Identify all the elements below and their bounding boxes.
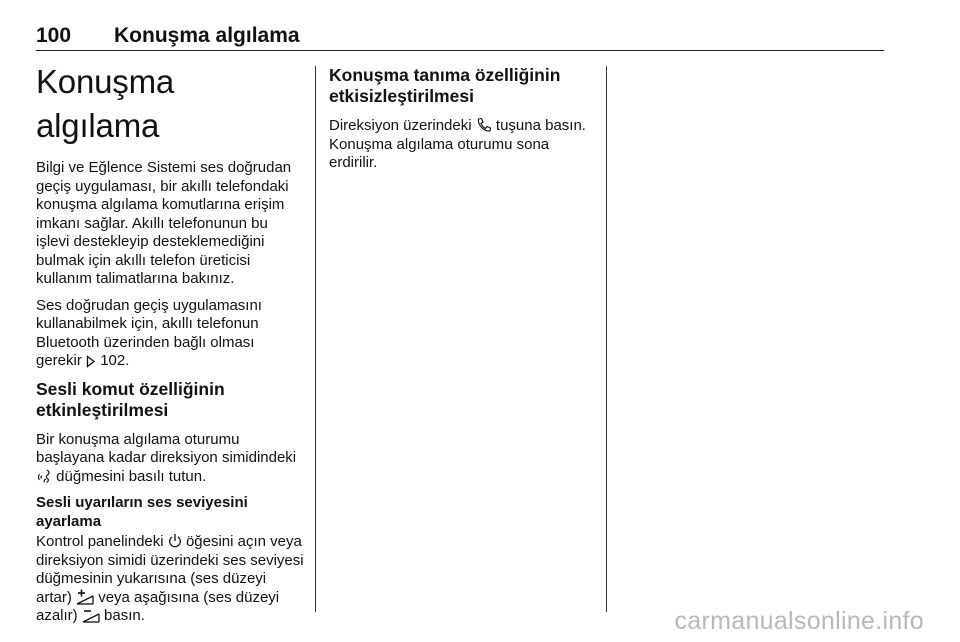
page-header [36,24,884,51]
header-title: Konuşma algılama [114,24,300,47]
deactivate-text: Direksiyon üzerindeki [329,117,472,134]
section-heading-deactivate: Konuşma tanıma özelliğinin etkisizleştirilmesi [329,65,561,106]
activate-text-end: düğmesini basılı tutun. [56,467,207,485]
volume-paragraph [36,533,304,626]
subsection-heading-volume: Sesli uyarıların ses seviyesini ayarlama [36,494,248,530]
volume-text-a: Kontrol panelindeki [36,533,164,550]
phone-icon [476,117,492,133]
volume-up-icon [76,589,94,605]
section-heading-activate: Sesli komut özelliğinin etkinleştirilmesi [36,378,225,420]
column-divider [606,66,607,612]
intro-paragraph: Bilgi ve Eğlence Sistemi ses doğrudan geçiş uygulaması, bir akıllı telefondaki konuşma algılama komutlarına erişim imkanı sağlar. Akıllı telefonunun bu işlevi destekleyip desteklemediğini bulmak için akıllı telefon üreticisi kullanım talimatlarına bakınız. [36,159,292,287]
requirement-text: Ses doğrudan geçiş uygulamasını kullanabilmek için, akıllı telefonun Bluetooth üzerinden bağlı olması gerekir [36,296,262,369]
activate-text: Bir konuşma algılama oturumu başlayana kadar direksiyon simidindeki [36,430,297,466]
page-reference[interactable]: 102. [100,352,130,369]
arrow-ref-icon [86,355,96,368]
volume-text-c: veya aşağısına (ses düzeyi azalır) [36,588,280,624]
page-number: 100 [36,24,72,47]
deactivate-paragraph [329,117,597,173]
column-divider [315,66,316,612]
activate-paragraph [36,431,304,487]
voice-control-icon [36,468,52,484]
volume-text-d: basın. [104,607,145,624]
main-title: Konuşma algılama [36,63,175,144]
middle-column [329,60,597,181]
left-column [36,60,304,634]
power-icon [168,533,182,549]
watermark: carmanualsonline.info [674,607,924,635]
volume-text-b: öğesini açın veya direksiyon simidi üzerindeki ses seviyesi düğmesinin yukarısına (ses düzeyi artar) [36,533,304,606]
volume-down-icon [82,607,100,623]
deactivate-text-end: tuşuna basın. Konuşma algılama oturumu sona erdirilir. [329,117,586,171]
requirement-paragraph [36,297,304,371]
